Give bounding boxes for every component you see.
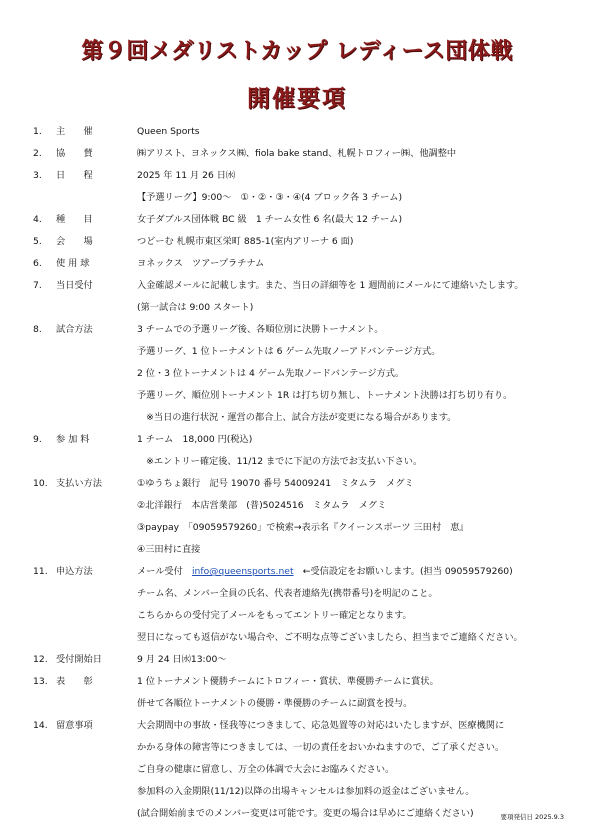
item-text: [137, 561, 513, 583]
row-match-format-cont: [0, 363, 594, 385]
row-payment-cont: [0, 495, 594, 517]
item-label: 申込方法: [56, 566, 93, 577]
row-entry-fee-note: [0, 451, 594, 473]
row-application-cont: [0, 605, 594, 627]
row-sponsors: [0, 143, 594, 165]
item-label: 受付開始日: [56, 654, 102, 665]
email-link[interactable]: info@queensports.net: [191, 566, 294, 577]
row-reception-cont: [0, 297, 594, 319]
item-text: 1 位トーナメント優勝チームにトロフィー・賞状、準優勝チームに賞状。: [137, 676, 439, 687]
row-reception: [0, 275, 594, 297]
row-ball: [0, 253, 594, 275]
document-subtitle: 開催要項: [247, 86, 347, 112]
row-notes: [0, 715, 594, 737]
document-title: 第９回メダリストカップ レディース団体戦: [81, 39, 513, 64]
item-label: 支払い方法: [56, 478, 102, 489]
item-text: 入金確認メールに記載します。また、当日の詳細等を 1 週間前にメールにて連絡いたします。: [137, 280, 524, 291]
item-label: 表 彰: [56, 676, 93, 687]
row-application-cont: [0, 583, 594, 605]
row-schedule-cont: [0, 187, 594, 209]
row-notes-cont: [0, 737, 594, 759]
item-text: ヨネックス ツアープラチナム: [137, 258, 265, 269]
row-venue: [0, 231, 594, 253]
item-number: 2.: [33, 148, 42, 159]
row-start-date: [0, 649, 594, 671]
item-number: 7.: [33, 280, 42, 291]
item-text: (試合開始前までのメンバー変更は可能です。変更の場合は早めにご連絡ください): [137, 808, 474, 819]
row-payment-cont: [0, 539, 594, 561]
item-label: 日 程: [56, 170, 93, 181]
row-entry-fee: [0, 429, 594, 451]
item-text: 2025 年 11 月 26 日㈬: [137, 170, 236, 181]
row-match-format-cont: [0, 385, 594, 407]
row-awards-cont: [0, 693, 594, 715]
item-number: 11.: [33, 566, 48, 577]
item-number: 8.: [33, 324, 42, 335]
item-text: ②北洋銀行 本店営業部 (普)5024516 ミタムラ メグミ: [137, 500, 387, 511]
item-text: ※当日の進行状況・運営の都合上、試合方法が変更になる場合があります。: [137, 412, 457, 423]
item-label: 試合方法: [56, 324, 93, 335]
item-number: 4.: [33, 214, 42, 225]
item-text: 予選リーグ、1 位トーナメントは 6 ゲーム先取ノーアドバンテージ方式。: [137, 346, 441, 357]
guideline-list: [0, 121, 594, 825]
item-number: 14.: [33, 720, 48, 731]
item-text: 翌日になっても返信がない場合や、ご不明な点等ございましたら、担当までご連絡ください。: [137, 632, 523, 643]
item-number: 12.: [33, 654, 48, 665]
row-match-format-cont: [0, 341, 594, 363]
item-text: 大会期間中の事故・怪我等につきまして、応急処置等の対応はいたしますが、医療機関に: [137, 720, 505, 731]
row-application: [0, 561, 594, 583]
item-text: チーム名、メンバー全員の氏名、代表者連絡先(携帯番号)を明記のこと。: [137, 588, 438, 599]
item-number: 6.: [33, 258, 42, 269]
item-text: ③paypay 「09059579260」で検索→表示名『クイーンスポーツ 三田村 恵』: [137, 522, 469, 533]
item-number: 1.: [33, 126, 42, 137]
item-text: Queen Sports: [137, 126, 200, 137]
item-text: つどーむ 札幌市東区栄町 885-1(室内アリーナ 6 面): [137, 236, 354, 247]
item-label: 留意事項: [56, 720, 93, 731]
item-label: 主 催: [56, 126, 93, 137]
item-text: ㈱アリスト、ヨネックス㈱、fiola bake stand、札幌トロフィー㈱、他調整中: [137, 148, 457, 159]
row-schedule: [0, 165, 594, 187]
item-label: 当日受付: [56, 280, 93, 291]
item-text: 【予選リーグ】9:00～ ①・②・③・④(4 ブロック各 3 チーム): [137, 192, 403, 203]
item-text: こちらからの受付完了メールをもってエントリー確定となります。: [137, 610, 412, 621]
item-text: ご自身の健康に留意し、万全の体調で大会にお臨みください。: [137, 764, 395, 775]
item-number: 10.: [33, 478, 48, 489]
item-label: 参 加 料: [56, 434, 90, 445]
row-event: [0, 209, 594, 231]
row-match-format-note: [0, 407, 594, 429]
item-number: 5.: [33, 236, 42, 247]
item-number: 9.: [33, 434, 42, 445]
issue-date: 要項発信日 2025.9.3: [500, 813, 564, 821]
item-text: 予選リーグ、順位別トーナメント 1R は打ち切り無し、トーナメント決勝は打ち切り有り。: [137, 390, 513, 401]
item-text: ※エントリー確定後、11/12 までに下記の方法でお支払い下さい。: [137, 456, 423, 467]
item-text: 併せて各順位トーナメントの優勝・準優勝のチームに副賞を授与。: [137, 698, 413, 709]
row-notes-cont: [0, 759, 594, 781]
row-application-cont: [0, 627, 594, 649]
item-number: 13.: [33, 676, 48, 687]
item-text: (第一試合は 9:00 スタート): [137, 302, 254, 313]
row-organizer: [0, 121, 594, 143]
item-text: 3 チームでの予選リーグ後、各順位別に決勝トーナメント。: [137, 324, 384, 335]
item-number: 3.: [33, 170, 42, 181]
row-awards: [0, 671, 594, 693]
item-text: 2 位・3 位トーナメントは 4 ゲーム先取ノードバンテージ方式。: [137, 368, 405, 379]
item-text: かかる身体の障害等につきましては、一切の責任をおいかねますので、ご了承ください。: [137, 742, 505, 753]
item-text: 参加料の入金期限(11/12)以降の出場キャンセルは参加料の返金はございません。: [137, 786, 475, 797]
item-text: 9 月 24 日㈬13:00～: [137, 654, 227, 665]
row-payment-cont: [0, 517, 594, 539]
email-note: ←受信設定をお願いします。(担当 09059579260): [302, 566, 513, 577]
application-method: メール受付: [137, 566, 183, 577]
row-match-format: [0, 319, 594, 341]
item-label: 種 目: [56, 214, 93, 225]
item-text: ①ゆうちょ銀行 記号 19070 番号 54009241 ミタムラ メグミ: [137, 478, 414, 489]
item-label: 協 賛: [56, 148, 93, 159]
item-text: 1 チーム 18,000 円(税込): [137, 434, 253, 445]
item-text: 女子ダブルス団体戦 BC 級 1 チーム女性 6 名(最大 12 チーム): [137, 214, 403, 225]
row-notes-cont: [0, 781, 594, 803]
item-text: ④三田村に直接: [137, 544, 201, 555]
row-payment: [0, 473, 594, 495]
item-label: 使 用 球: [56, 258, 90, 269]
item-label: 会 場: [56, 236, 93, 247]
